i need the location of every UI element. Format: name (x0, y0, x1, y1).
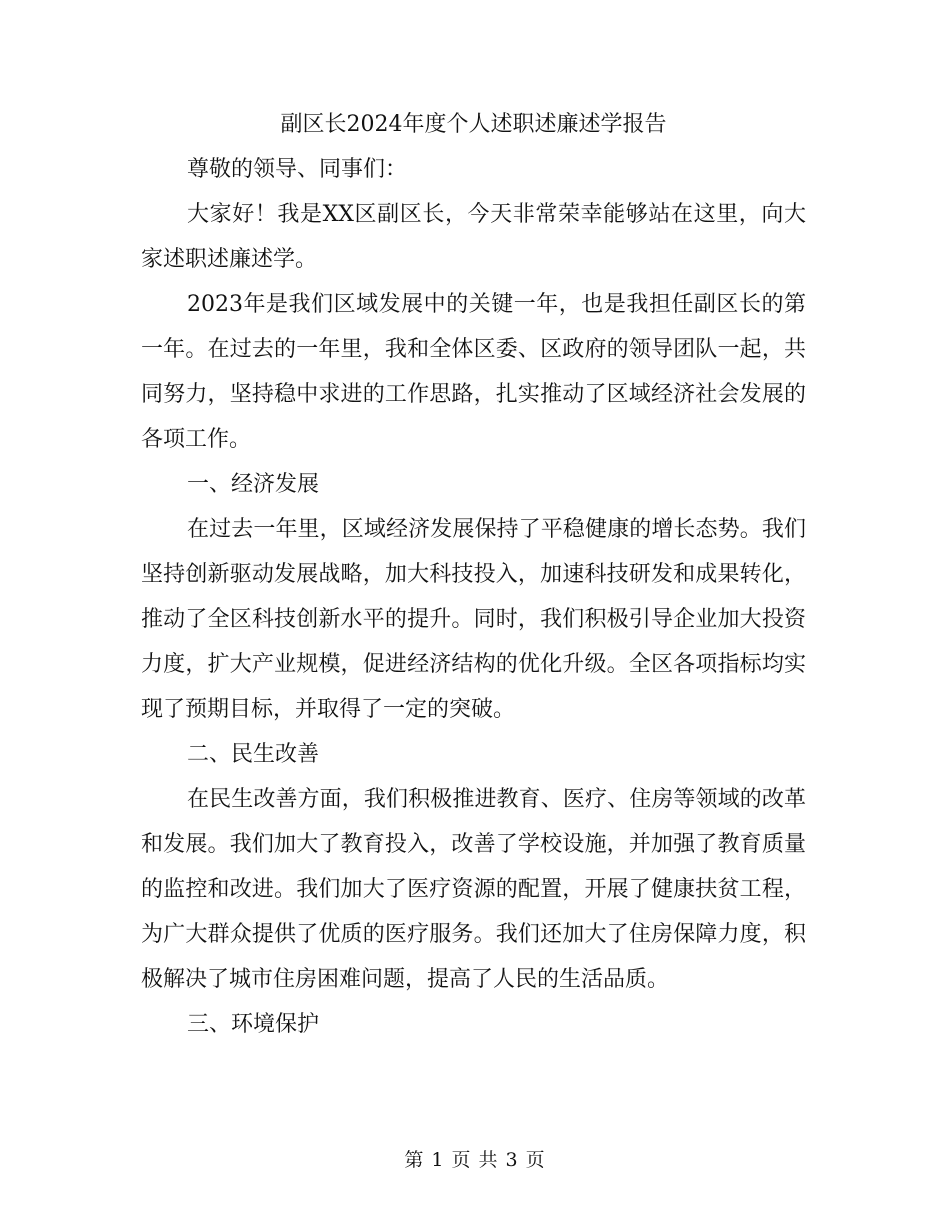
paragraph-livelihood: 在民生改善方面，我们积极推进教育、医疗、住房等领域的改革和发展。我们加大了教育投入，改善了学校设施，并加强了教育质量的监控和改进。我们加大了医疗资源的配置，开展了健康扶贫工程，为广大群众提供了优质的医疗服务。我们还加大了住房保障力度，积极解决了城市住房困难问题，提高了人民的生活品质。 (141, 787, 806, 992)
paragraph-intro: 2023年是我们区域发展中的关键一年，也是我担任副区长的第一年。在过去的一年里，我和全体区委、区政府的领导团队一起，共同努力，坚持稳中求进的工作思路，扎实推动了区域经济社会发展的各项工作。 (141, 292, 806, 452)
paragraph-economy: 在过去一年里，区域经济发展保持了平稳健康的增长态势。我们坚持创新驱动发展战略，加大科技投入，加速科技研发和成果转化，推动了全区科技创新水平的提升。同时，我们积极引导企业加大投资力度，扩大产业规模，促进经济结构的优化升级。全区各项指标均实现了预期目标，并取得了一定的突破。 (141, 517, 806, 722)
section-heading-economy: 一、经济发展 (187, 472, 320, 497)
paragraph-greeting: 大家好！我是XX区副区长，今天非常荣幸能够站在这里，向大家述职述廉述学。 (141, 202, 806, 272)
section-heading-livelihood: 二、民生改善 (187, 742, 320, 767)
page-number-footer: 第 1 页 共 3 页 (404, 1149, 546, 1171)
document-title: 副区长2024年度个人述职述廉述学报告 (280, 112, 667, 137)
document-body (141, 103, 806, 1047)
section-heading-environment: 三、环境保护 (187, 1012, 320, 1037)
paragraph-salutation: 尊敬的领导、同事们： (187, 157, 408, 182)
